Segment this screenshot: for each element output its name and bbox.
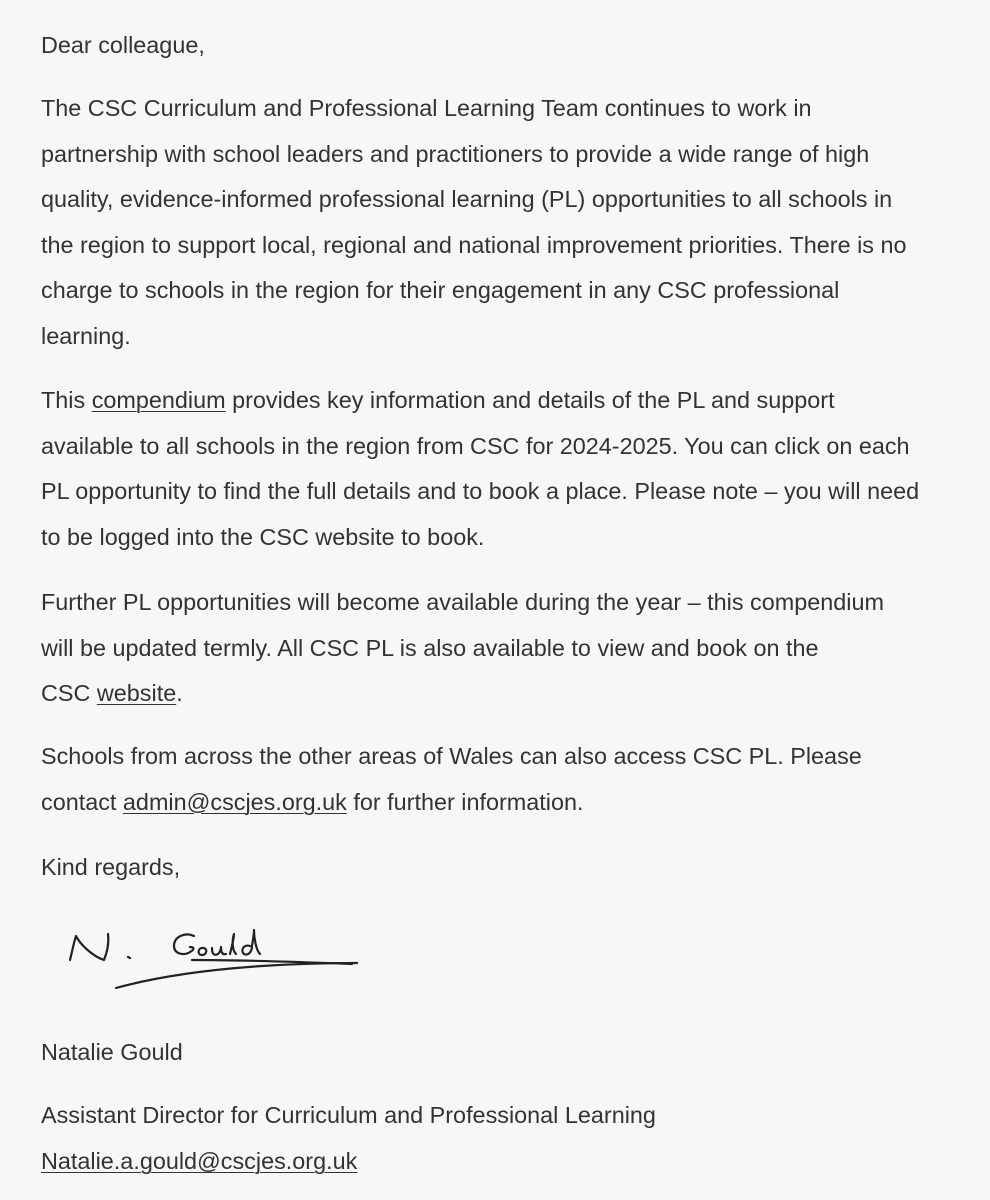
text-segment: .	[176, 680, 183, 706]
signature-stroke	[70, 934, 108, 960]
paragraph-intro-line: The CSC Curriculum and Professional Learning Team continues to work in	[41, 95, 812, 121]
signature-stroke	[128, 957, 130, 958]
handwritten-signature	[62, 920, 362, 1000]
signature-stroke	[212, 947, 226, 955]
paragraph-intro-line: quality, evidence-informed professional learning (PL) opportunities to all schools in	[41, 186, 893, 212]
paragraph-updates-line	[41, 671, 976, 717]
paragraph-updates-line: will be updated termly. All CSC PL is also available to view and book on the	[41, 634, 819, 661]
signatory-name: Natalie Gould	[41, 1039, 183, 1065]
signatory-title: Assistant Director for Curriculum and Professional Learning	[41, 1102, 656, 1128]
paragraph-compendium-line	[41, 378, 976, 424]
paragraph-intro-line: learning.	[41, 322, 131, 349]
signature-stroke	[199, 948, 207, 955]
signature-stroke	[230, 934, 236, 954]
paragraph-compendium	[41, 378, 976, 560]
website-link[interactable]: website	[96, 680, 177, 706]
closing: Kind regards,	[41, 854, 181, 880]
signature-stroke	[242, 930, 260, 955]
paragraph-wales-access-line: Schools from across the other areas of Wales can also access CSC PL. Please	[41, 743, 862, 769]
signatory-email-link[interactable]: Natalie.a.gould@cscjes.org.uk	[41, 1148, 358, 1174]
paragraph-intro	[41, 86, 976, 359]
text-segment: CSC	[41, 680, 97, 706]
paragraph-updates	[41, 580, 976, 717]
signature-stroke	[174, 934, 194, 954]
compendium-link[interactable]: compendium	[91, 387, 226, 413]
text-segment: This	[41, 387, 92, 413]
paragraph-intro-line: partnership with school leaders and practitioners to provide a wide range of high	[41, 140, 870, 167]
signatory-email-line	[41, 1139, 357, 1185]
signature-stroke	[116, 963, 357, 988]
text-segment: provides key information and details of the PL and support	[225, 387, 835, 413]
text-segment: contact	[41, 788, 123, 815]
paragraph-compendium-line: PL opportunity to find the full details and to book a place. Please note – you will need	[41, 478, 920, 504]
paragraph-compendium-line: to be logged into the CSC website to book.	[41, 523, 485, 550]
paragraph-wales-access	[41, 734, 976, 825]
paragraph-updates-line: Further PL opportunities will become available during the year – this compendium	[41, 589, 884, 615]
paragraph-compendium-line: available to all schools in the region from CSC for 2024-2025. You can click on each	[41, 432, 910, 459]
text-segment: for further information.	[346, 788, 584, 815]
paragraph-intro-line: charge to schools in the region for their engagement in any CSC professional	[41, 277, 840, 303]
paragraph-intro-line: the region to support local, regional and national improvement priorities. There is no	[41, 231, 907, 258]
greeting: Dear colleague,	[41, 32, 205, 58]
admin-email-link[interactable]: admin@cscjes.org.uk	[122, 788, 347, 815]
paragraph-wales-access-line	[41, 780, 976, 826]
